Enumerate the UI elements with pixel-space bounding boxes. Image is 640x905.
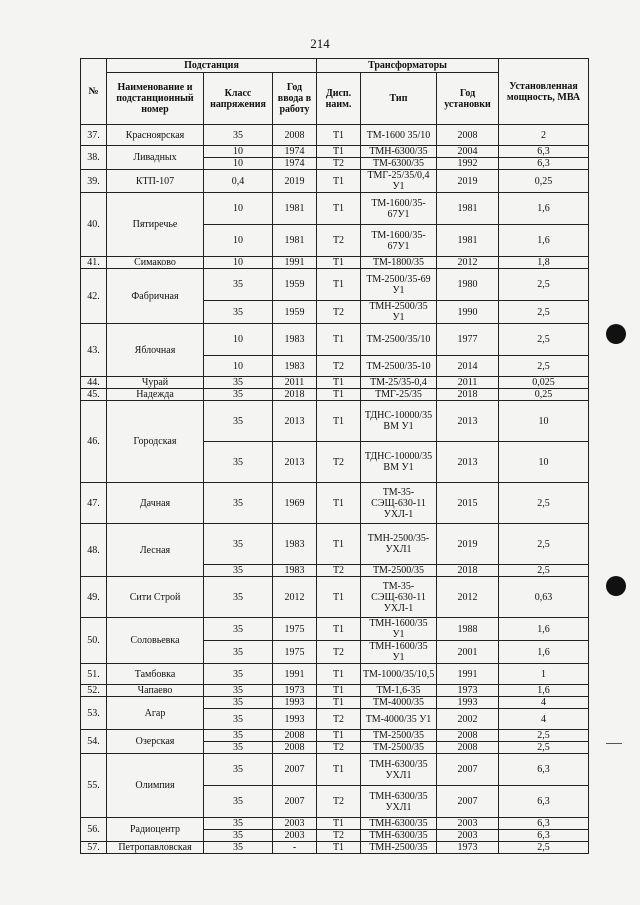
cell-name: Яблочная	[107, 324, 204, 377]
cell-name: Радиоцентр	[107, 818, 204, 842]
cell-name: Агар	[107, 697, 204, 730]
cell-disp: Т2	[317, 225, 361, 257]
table-row	[81, 664, 589, 685]
cell-voltage: 0,4	[204, 170, 273, 193]
cell-power: 0,25	[499, 170, 589, 193]
cell-year: 1993	[273, 697, 317, 709]
cell-power: 4	[499, 697, 589, 709]
cell-install-year: 2008	[437, 742, 499, 754]
table-row	[81, 401, 589, 442]
cell-name: Ливадных	[107, 146, 204, 170]
cell-type: ТМ-1800/35	[361, 257, 437, 269]
cell-year: 1959	[273, 269, 317, 301]
cell-year: 2012	[273, 577, 317, 618]
cell-year: 2007	[273, 754, 317, 786]
cell-voltage: 35	[204, 742, 273, 754]
cell-power: 1,6	[499, 618, 589, 641]
cell-num: 56.	[81, 818, 107, 842]
cell-disp: Т2	[317, 742, 361, 754]
cell-power: 4	[499, 709, 589, 730]
table-row	[81, 818, 589, 830]
cell-voltage: 35	[204, 269, 273, 301]
cell-year: 2008	[273, 742, 317, 754]
cell-power: 2,5	[499, 301, 589, 324]
table-row	[81, 257, 589, 269]
cell-name: Симаково	[107, 257, 204, 269]
cell-voltage: 35	[204, 830, 273, 842]
cell-disp: Т1	[317, 697, 361, 709]
cell-name: Надежда	[107, 389, 204, 401]
cell-power: 1	[499, 664, 589, 685]
cell-year: 1975	[273, 618, 317, 641]
cell-power: 2,5	[499, 269, 589, 301]
cell-type: ТМ-6300/35	[361, 158, 437, 170]
cell-year: 2007	[273, 786, 317, 818]
cell-voltage: 35	[204, 301, 273, 324]
cell-type: ТМ-1600 35/10	[361, 125, 437, 146]
cell-voltage: 10	[204, 158, 273, 170]
cell-name: Сити Строй	[107, 577, 204, 618]
cell-install-year: 2013	[437, 401, 499, 442]
cell-name: Пятиречье	[107, 193, 204, 257]
cell-type: ТДНС-10000/35 ВМ У1	[361, 401, 437, 442]
cell-power: 2,5	[499, 842, 589, 854]
cell-name: Озерская	[107, 730, 204, 754]
cell-num: 51.	[81, 664, 107, 685]
cell-install-year: 2002	[437, 709, 499, 730]
cell-year: 1974	[273, 158, 317, 170]
cell-disp: Т1	[317, 618, 361, 641]
cell-voltage: 35	[204, 618, 273, 641]
cell-power: 6,3	[499, 754, 589, 786]
table-row	[81, 577, 589, 618]
cell-voltage: 35	[204, 786, 273, 818]
cell-type: ТМ-2500/35	[361, 565, 437, 577]
cell-year: 1973	[273, 685, 317, 697]
cell-voltage: 10	[204, 324, 273, 356]
header-num: №	[81, 59, 107, 125]
cell-num: 49.	[81, 577, 107, 618]
cell-name: Фабричная	[107, 269, 204, 324]
header-substation-group: Подстанция	[107, 59, 317, 73]
cell-name: Дачная	[107, 483, 204, 524]
cell-num: 39.	[81, 170, 107, 193]
cell-install-year: 2018	[437, 565, 499, 577]
cell-voltage: 35	[204, 483, 273, 524]
cell-power: 6,3	[499, 786, 589, 818]
cell-name: КТП-107	[107, 170, 204, 193]
cell-year: 1981	[273, 225, 317, 257]
cell-install-year: 1990	[437, 301, 499, 324]
cell-year: -	[273, 842, 317, 854]
cell-power: 0,63	[499, 577, 589, 618]
table-row	[81, 377, 589, 389]
cell-disp: Т1	[317, 685, 361, 697]
header-install-year: Год установки	[437, 73, 499, 125]
cell-disp: Т1	[317, 377, 361, 389]
cell-power: 1,6	[499, 641, 589, 664]
cell-type: ТМН-6300/35	[361, 146, 437, 158]
cell-num: 55.	[81, 754, 107, 818]
cell-num: 54.	[81, 730, 107, 754]
cell-disp: Т2	[317, 158, 361, 170]
cell-install-year: 1981	[437, 225, 499, 257]
cell-disp: Т1	[317, 524, 361, 565]
cell-disp: Т2	[317, 786, 361, 818]
cell-power: 2	[499, 125, 589, 146]
cell-year: 1983	[273, 565, 317, 577]
cell-year: 1983	[273, 356, 317, 377]
cell-voltage: 35	[204, 754, 273, 786]
cell-install-year: 1981	[437, 193, 499, 225]
cell-type: ТМН-6300/35	[361, 830, 437, 842]
cell-disp: Т1	[317, 324, 361, 356]
cell-install-year: 2007	[437, 786, 499, 818]
cell-year: 2008	[273, 125, 317, 146]
cell-name: Соловьевка	[107, 618, 204, 664]
cell-type: ТМГ-25/35	[361, 389, 437, 401]
cell-year: 2013	[273, 401, 317, 442]
cell-disp: Т2	[317, 356, 361, 377]
cell-voltage: 35	[204, 125, 273, 146]
cell-type: ТМ-1600/35-67У1	[361, 225, 437, 257]
cell-name: Чапаево	[107, 685, 204, 697]
cell-power: 6,3	[499, 818, 589, 830]
table-row	[81, 170, 589, 193]
table-row	[81, 618, 589, 641]
hole-punch-lower	[606, 576, 626, 596]
cell-year: 1991	[273, 257, 317, 269]
table-row	[81, 269, 589, 301]
cell-power: 2,5	[499, 730, 589, 742]
cell-type: ТМ-2500/35	[361, 742, 437, 754]
header-name: Наименование и подстанционный номер	[107, 73, 204, 125]
cell-voltage: 35	[204, 389, 273, 401]
cell-year: 2018	[273, 389, 317, 401]
hole-punch-upper	[606, 324, 626, 344]
cell-type: ТМ-4000/35	[361, 697, 437, 709]
cell-num: 53.	[81, 697, 107, 730]
cell-disp: Т2	[317, 709, 361, 730]
cell-year: 1959	[273, 301, 317, 324]
cell-install-year: 2008	[437, 730, 499, 742]
cell-install-year: 2011	[437, 377, 499, 389]
cell-power: 6,3	[499, 158, 589, 170]
cell-type: ТМН-2500/35	[361, 842, 437, 854]
cell-power: 1,8	[499, 257, 589, 269]
cell-install-year: 2012	[437, 257, 499, 269]
header-voltage-class: Класс напряжения	[204, 73, 273, 125]
cell-type: ТМН-1600/35 У1	[361, 618, 437, 641]
cell-num: 38.	[81, 146, 107, 170]
cell-install-year: 1977	[437, 324, 499, 356]
cell-power: 2,5	[499, 483, 589, 524]
cell-year: 2019	[273, 170, 317, 193]
cell-disp: Т1	[317, 842, 361, 854]
cell-disp: Т1	[317, 146, 361, 158]
cell-power: 2,5	[499, 524, 589, 565]
table-row	[81, 389, 589, 401]
cell-name: Лесная	[107, 524, 204, 577]
cell-type: ТМН-1600/35 У1	[361, 641, 437, 664]
cell-year: 1969	[273, 483, 317, 524]
cell-voltage: 35	[204, 641, 273, 664]
cell-num: 37.	[81, 125, 107, 146]
cell-num: 41.	[81, 257, 107, 269]
cell-disp: Т1	[317, 193, 361, 225]
cell-power: 2,5	[499, 742, 589, 754]
cell-disp: Т1	[317, 664, 361, 685]
cell-type: ТМН-6300/35	[361, 818, 437, 830]
cell-type: ТМ-35-СЭЩ-630-11 УХЛ-1	[361, 577, 437, 618]
cell-num: 43.	[81, 324, 107, 377]
cell-power: 2,5	[499, 324, 589, 356]
cell-type: ТМ-2500/35	[361, 730, 437, 742]
cell-install-year: 2008	[437, 125, 499, 146]
cell-install-year: 2003	[437, 818, 499, 830]
cell-num: 40.	[81, 193, 107, 257]
cell-power: 1,6	[499, 225, 589, 257]
cell-disp: Т2	[317, 442, 361, 483]
cell-disp: Т2	[317, 301, 361, 324]
substations-table	[80, 58, 589, 854]
cell-voltage: 35	[204, 442, 273, 483]
cell-power: 2,5	[499, 565, 589, 577]
table-row	[81, 685, 589, 697]
cell-type: ТМ-1000/35/10,5	[361, 664, 437, 685]
cell-voltage: 35	[204, 697, 273, 709]
cell-power: 2,5	[499, 356, 589, 377]
cell-year: 1993	[273, 709, 317, 730]
cell-voltage: 35	[204, 577, 273, 618]
cell-power: 1,6	[499, 193, 589, 225]
cell-disp: Т1	[317, 818, 361, 830]
cell-power: 1,6	[499, 685, 589, 697]
stray-mark	[606, 743, 622, 744]
cell-type: ТМН-2500/35-УХЛ1	[361, 524, 437, 565]
cell-type: ТМ-2500/35-10	[361, 356, 437, 377]
table-row	[81, 324, 589, 356]
cell-power: 10	[499, 401, 589, 442]
cell-install-year: 1991	[437, 664, 499, 685]
cell-install-year: 2019	[437, 524, 499, 565]
table-row	[81, 193, 589, 225]
cell-type: ТМН-2500/35 У1	[361, 301, 437, 324]
cell-type: ТМ-2500/35-69 У1	[361, 269, 437, 301]
cell-install-year: 2003	[437, 830, 499, 842]
cell-name: Тамбовка	[107, 664, 204, 685]
cell-type: ТМ-35-СЭЩ-630-11 УХЛ-1	[361, 483, 437, 524]
cell-voltage: 35	[204, 709, 273, 730]
cell-install-year: 1992	[437, 158, 499, 170]
cell-type: ТМ-1,6-35	[361, 685, 437, 697]
cell-install-year: 1993	[437, 697, 499, 709]
cell-num: 46.	[81, 401, 107, 483]
cell-disp: Т1	[317, 401, 361, 442]
cell-year: 1981	[273, 193, 317, 225]
cell-install-year: 1988	[437, 618, 499, 641]
cell-year: 1991	[273, 664, 317, 685]
cell-num: 45.	[81, 389, 107, 401]
cell-num: 47.	[81, 483, 107, 524]
cell-install-year: 2019	[437, 170, 499, 193]
cell-disp: Т1	[317, 730, 361, 742]
cell-year: 1974	[273, 146, 317, 158]
cell-disp: Т1	[317, 754, 361, 786]
cell-name: Олимпия	[107, 754, 204, 818]
cell-name: Городская	[107, 401, 204, 483]
cell-power: 6,3	[499, 146, 589, 158]
cell-voltage: 10	[204, 356, 273, 377]
cell-type: ТМ-25/35-0,4	[361, 377, 437, 389]
cell-year: 2013	[273, 442, 317, 483]
cell-year: 1975	[273, 641, 317, 664]
cell-voltage: 10	[204, 225, 273, 257]
cell-type: ТДНС-10000/35 ВМ У1	[361, 442, 437, 483]
cell-voltage: 35	[204, 401, 273, 442]
cell-type: ТМГ-25/35/0,4 У1	[361, 170, 437, 193]
page-number: 214	[310, 36, 330, 51]
header-transformers-group: Трансформаторы	[317, 59, 499, 73]
cell-year: 1983	[273, 324, 317, 356]
cell-power: 6,3	[499, 830, 589, 842]
cell-type: ТМ-2500/35/10	[361, 324, 437, 356]
cell-disp: Т1	[317, 483, 361, 524]
cell-power: 10	[499, 442, 589, 483]
cell-num: 57.	[81, 842, 107, 854]
cell-year: 2003	[273, 830, 317, 842]
cell-disp: Т1	[317, 170, 361, 193]
table-row	[81, 697, 589, 709]
cell-power: 0,25	[499, 389, 589, 401]
header-type: Тип	[361, 73, 437, 125]
cell-install-year: 2001	[437, 641, 499, 664]
cell-disp: Т2	[317, 565, 361, 577]
table-row	[81, 754, 589, 786]
cell-disp: Т2	[317, 641, 361, 664]
cell-power: 0,025	[499, 377, 589, 389]
header-year-commissioned: Год ввода в работу	[273, 73, 317, 125]
cell-year: 2011	[273, 377, 317, 389]
cell-num: 52.	[81, 685, 107, 697]
cell-voltage: 35	[204, 377, 273, 389]
cell-type: ТМ-1600/35-67У1	[361, 193, 437, 225]
cell-voltage: 35	[204, 730, 273, 742]
cell-install-year: 2014	[437, 356, 499, 377]
table-row	[81, 524, 589, 565]
cell-num: 48.	[81, 524, 107, 577]
table-row	[81, 146, 589, 158]
cell-install-year: 1973	[437, 685, 499, 697]
cell-voltage: 35	[204, 685, 273, 697]
cell-install-year: 2013	[437, 442, 499, 483]
header-disp-name: Дисп. наим.	[317, 73, 361, 125]
cell-voltage: 35	[204, 818, 273, 830]
cell-disp: Т1	[317, 577, 361, 618]
cell-install-year: 1980	[437, 269, 499, 301]
cell-disp: Т1	[317, 389, 361, 401]
cell-install-year: 2012	[437, 577, 499, 618]
cell-disp: Т1	[317, 269, 361, 301]
cell-disp: Т2	[317, 830, 361, 842]
cell-install-year: 1973	[437, 842, 499, 854]
table-row	[81, 125, 589, 146]
cell-voltage: 10	[204, 257, 273, 269]
cell-voltage: 35	[204, 524, 273, 565]
cell-name: Чурай	[107, 377, 204, 389]
cell-name: Красноярская	[107, 125, 204, 146]
table-row	[81, 483, 589, 524]
cell-year: 1983	[273, 524, 317, 565]
cell-disp: Т1	[317, 257, 361, 269]
cell-install-year: 2007	[437, 754, 499, 786]
table-row	[81, 730, 589, 742]
cell-num: 50.	[81, 618, 107, 664]
cell-num: 44.	[81, 377, 107, 389]
table-row	[81, 842, 589, 854]
cell-voltage: 10	[204, 146, 273, 158]
cell-num: 42.	[81, 269, 107, 324]
cell-install-year: 2015	[437, 483, 499, 524]
header-installed-power: Установленная мощность, МВА	[499, 59, 589, 125]
cell-install-year: 2004	[437, 146, 499, 158]
cell-voltage: 35	[204, 842, 273, 854]
cell-voltage: 10	[204, 193, 273, 225]
cell-voltage: 35	[204, 565, 273, 577]
cell-voltage: 35	[204, 664, 273, 685]
cell-type: ТМН-6300/35 УХЛ1	[361, 754, 437, 786]
cell-type: ТМ-4000/35 У1	[361, 709, 437, 730]
cell-install-year: 2018	[437, 389, 499, 401]
cell-year: 2003	[273, 818, 317, 830]
cell-disp: Т1	[317, 125, 361, 146]
cell-name: Петропавловская	[107, 842, 204, 854]
cell-type: ТМН-6300/35 УХЛ1	[361, 786, 437, 818]
cell-year: 2008	[273, 730, 317, 742]
